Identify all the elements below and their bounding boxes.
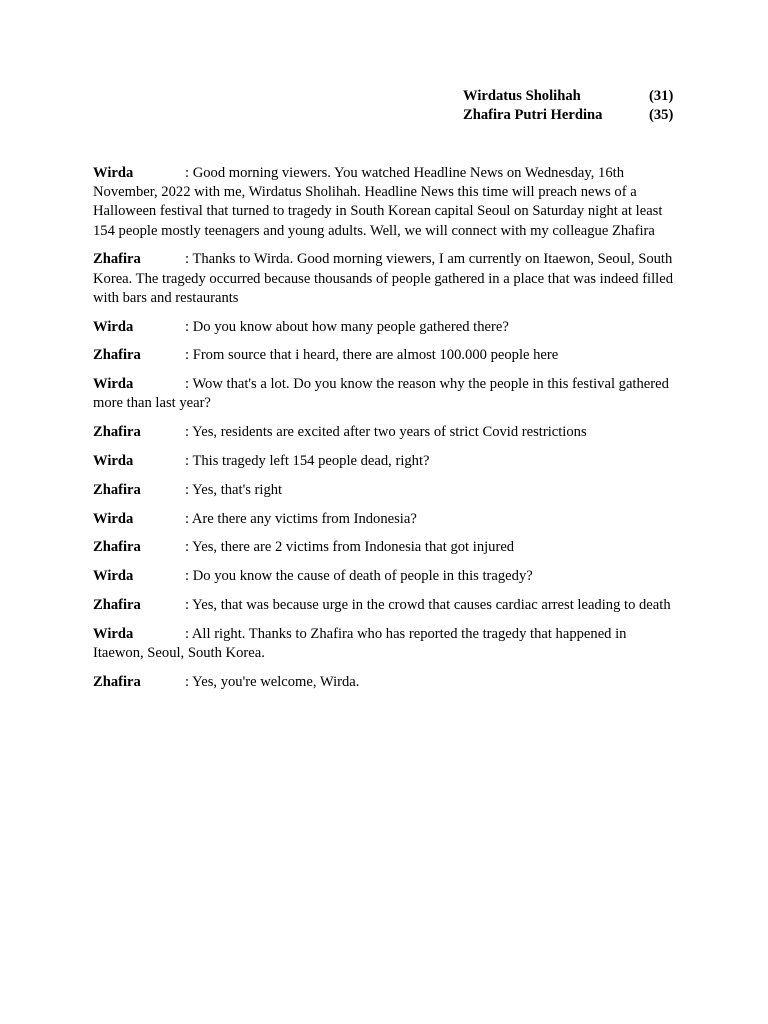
speaker-name: Wirda	[93, 318, 134, 335]
author-name: Zhafira Putri Herdina	[463, 107, 603, 124]
dialogue-line	[93, 452, 675, 471]
speaker-name: Wirda	[93, 568, 134, 585]
dialogue-text: : From source that i heard, there are almost 100.000 people here	[185, 347, 559, 364]
dialogue-text: : All right. Thanks to Zhafira who has reported the tragedy that happened in Itaewon, Seoul, South Korea.	[93, 625, 627, 661]
dialogue-line	[93, 250, 675, 308]
speaker-name: Wirda	[93, 625, 134, 642]
speaker-name: Wirda	[93, 453, 134, 469]
dialogue-line	[93, 346, 675, 365]
dialogue-line	[93, 481, 675, 500]
dialogue-text: : Thanks to Wirda. Good morning viewers, I am currently on Itaewon, Seoul, South Korea. The tragedy occurred because thousands of people gathered in a place that was indeed filled with bars and restaurants	[93, 251, 673, 306]
speaker-name: Wirda	[93, 376, 134, 393]
author-row	[463, 87, 683, 106]
speaker-name: Wirda	[93, 165, 134, 181]
dialogue-text: : Yes, that was because urge in the crowd that causes cardiac arrest leading to death	[185, 596, 671, 613]
speaker-name: Zhafira	[93, 347, 141, 364]
speaker-name: Zhafira	[93, 481, 141, 498]
dialogue-text: : Yes, you're welcome, Wirda.	[185, 673, 360, 690]
author-number: (35)	[649, 107, 674, 124]
speaker-name: Wirda	[93, 510, 134, 527]
speaker-name: Zhafira	[93, 424, 141, 441]
dialogue-line	[93, 510, 675, 529]
speaker-name: Zhafira	[93, 251, 141, 268]
dialogue-text: : Do you know the cause of death of people in this tragedy?	[185, 568, 533, 585]
dialogue-text: : This tragedy left 154 people dead, right?	[185, 453, 430, 469]
dialogue-line	[93, 625, 675, 663]
dialogue-text: : Wow that's a lot. Do you know the reason why the people in this festival gathered more than last year?	[93, 376, 669, 412]
dialogue-line	[93, 375, 675, 413]
speaker-name: Zhafira	[93, 539, 141, 556]
dialogue-line	[93, 423, 675, 442]
dialogue-text: : Yes, there are 2 victims from Indonesia that got injured	[185, 539, 515, 556]
dialogue-text: : Good morning viewers. You watched Headline News on Wednesday, 16th November, 2022 with me, Wirdatus Sholihah. Headline News this time will preach news of a Halloween festival that turned to tragedy in South Korean capital Seoul on Saturday night at least 154 people mostly teenagers and young adults. Well, we will connect with my colleague Zhafira	[93, 165, 663, 239]
author-row	[463, 106, 683, 125]
author-number: (31)	[649, 88, 674, 104]
dialogue-text: : Yes, residents are excited after two years of strict Covid restrictions	[185, 424, 587, 441]
author-name: Wirdatus Sholihah	[463, 88, 581, 104]
dialogue-script	[93, 164, 675, 702]
dialogue-text: : Do you know about how many people gathered there?	[185, 318, 509, 335]
dialogue-line	[93, 318, 675, 337]
dialogue-line	[93, 567, 675, 586]
speaker-name: Zhafira	[93, 596, 141, 613]
speaker-name: Zhafira	[93, 673, 141, 690]
dialogue-text: : Yes, that's right	[185, 481, 283, 498]
dialogue-line	[93, 164, 675, 241]
dialogue-line	[93, 596, 675, 615]
dialogue-line	[93, 538, 675, 557]
author-block	[463, 87, 683, 125]
dialogue-text: : Are there any victims from Indonesia?	[185, 510, 417, 527]
dialogue-line	[93, 673, 675, 692]
